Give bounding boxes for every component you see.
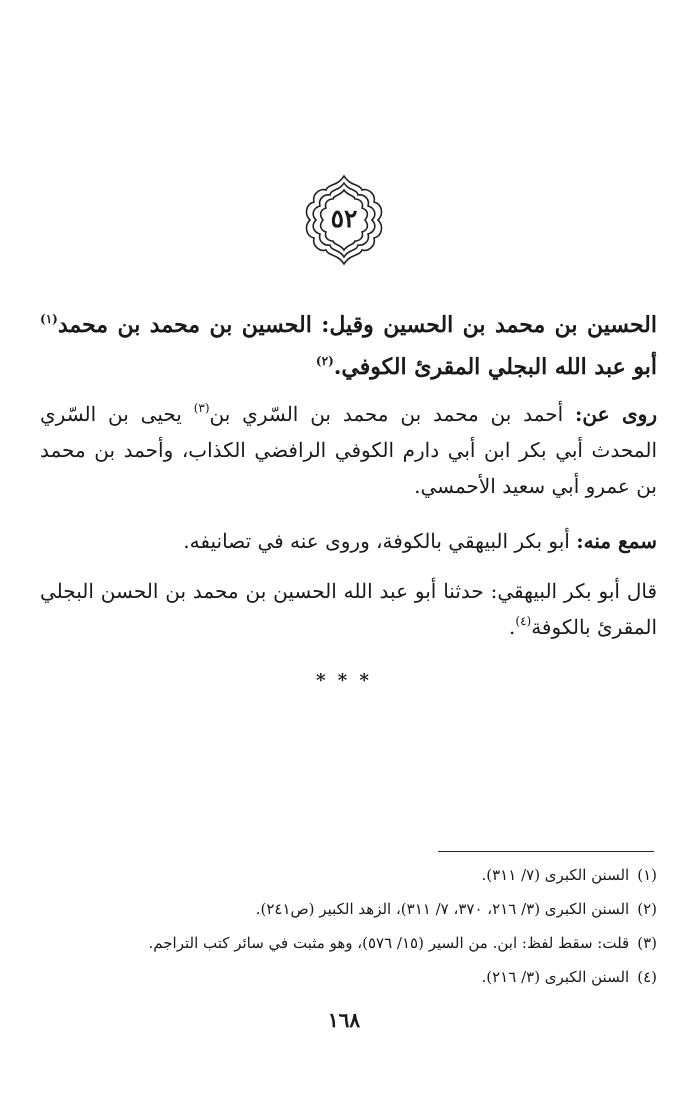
footnote-text: قلت: سقط لفظ: ابن. من السير (١٥/ ٥٧٦)، وهو مثبت في سائر كتب التراجم. [148,934,630,952]
narrated-from-paragraph [40,396,657,504]
narrated-from-text-2: يحيى بن السّري المحدث أبي بكر ابن أبي دارم الكوفي الرافضي الكذاب، وأحمد بن محمد بن عمرو أبي سعيد الأحمسي. [40,402,657,498]
page-number: ١٦٨ [327,1008,361,1032]
quote-text: قال أبو بكر البيهقي: حدثنا أبو عبد الله الحسين بن محمد بن الحسن البجلي المقرئ بالكوفة [40,579,657,639]
footnote-item [40,892,657,926]
footnote-item [40,858,657,892]
footnote-divider [438,851,654,852]
footnote-text: السنن الكبرى (٣/ ٢١٦). [481,968,630,986]
title-text: الحسين بن محمد بن الحسين وقيل: الحسين بن محمد بن محمد [57,312,657,338]
footnote-item [40,960,657,994]
footnote-text: السنن الكبرى (٣/ ٢١٦، ٣٧٠، ٧/ ٣١١)، الزهد الكبير (ص٢٤١). [255,900,630,918]
heard-from-label: سمع منه: [576,529,657,553]
footnote-number: (١) [637,866,657,884]
footnote-number: (٢) [637,900,657,918]
quote-end: . [509,615,516,639]
footnote-ref-2[interactable]: (٢) [315,354,334,368]
footnote-item [40,926,657,960]
footnote-number: (٤) [637,968,657,986]
entry-title [40,304,657,388]
title-text-2: أبو عبد الله البجلي المقرئ الكوفي. [333,354,657,380]
heard-from-text: أبو بكر البيهقي بالكوفة، وروى عنه في تصانيفه. [183,529,577,553]
footnotes [40,858,657,994]
footnote-text: السنن الكبرى (٧/ ٣١١). [481,866,630,884]
footnote-ref-3[interactable]: (٣) [193,401,210,415]
narrated-from-label: روى عن: [575,402,657,426]
entry-number: ٥٢ [330,204,358,233]
narrated-from-text-1: أحمد بن محمد بن محمد بن السّري بن [209,402,576,426]
footnote-ref-4[interactable]: (٤) [515,614,532,628]
heard-from-paragraph [40,523,657,559]
section-separator: * * * [316,670,372,691]
footnote-ref-1[interactable]: (١) [40,312,58,326]
quote-paragraph [40,573,657,645]
footnote-number: (٣) [637,934,657,952]
